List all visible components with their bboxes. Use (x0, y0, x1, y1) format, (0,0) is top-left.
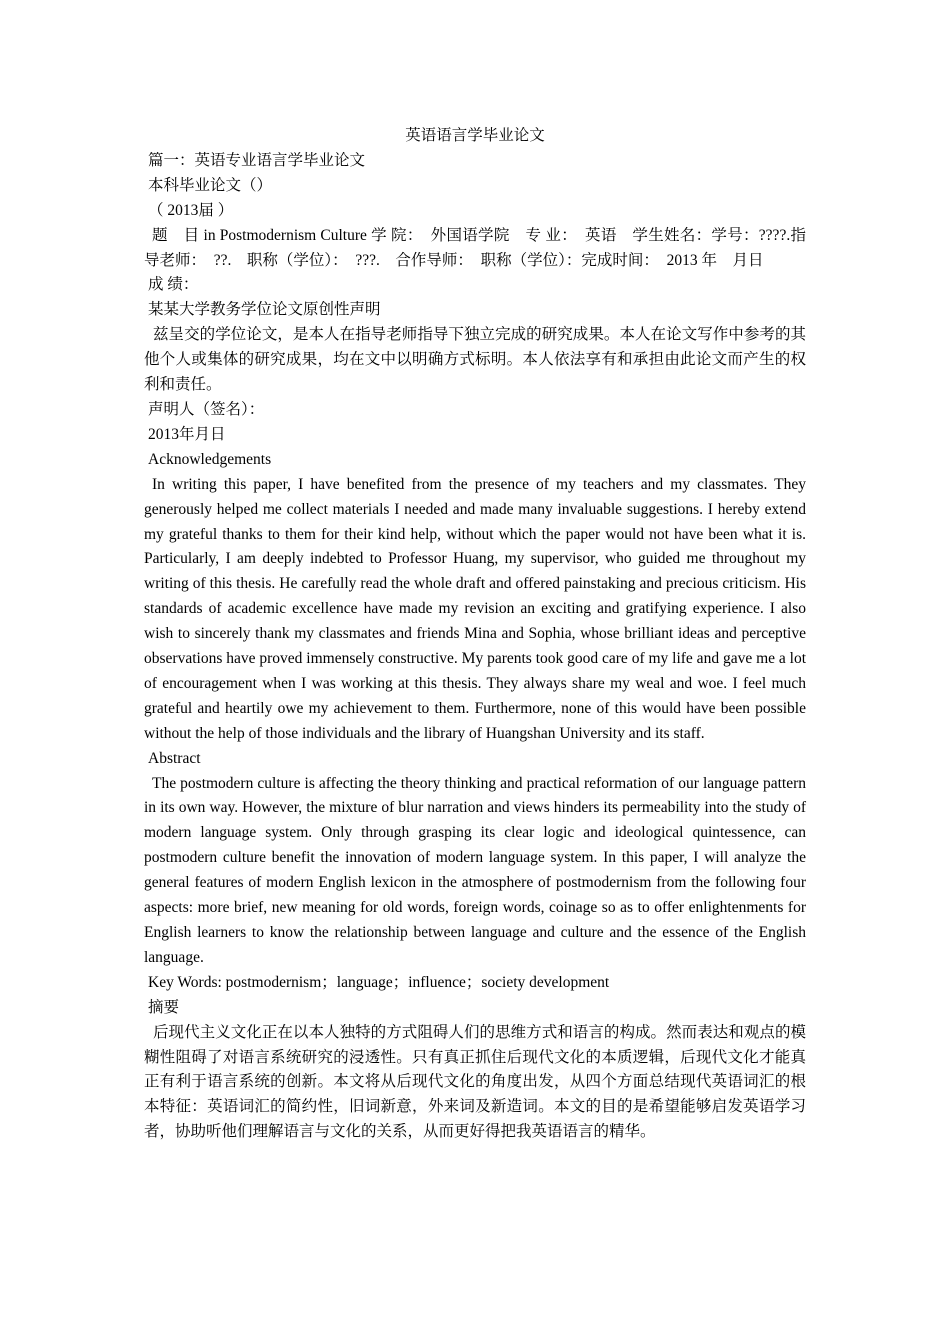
acknowledgements-heading: Acknowledgements (148, 450, 272, 468)
year-line: （ 2013届 ） (148, 201, 234, 219)
thesis-info-block: 题 目 in Postmodernism Culture 学 院： 外国语学院 专 业： 英语 学生姓名：学号：????.指导老师： ??. 职称（学位）： ???. 合作导师： 职称（学位）：完成时间： 2013 年 月日 (144, 226, 806, 269)
thesis-type: 本科毕业论文（） (148, 176, 273, 194)
abstract-heading: Abstract (148, 749, 201, 767)
declaration-body: 兹呈交的学位论文，是本人在指导老师指导下独立完成的研究成果。本人在论文写作中参考的其他个人或集体的研究成果，均在文中以明确方式标明。本人依法享有和承担由此论文而产生的权利和责任。 (144, 326, 806, 394)
document-page (144, 124, 806, 1145)
declaration-date: 2013年月日 (148, 425, 226, 443)
keywords-line: Key Words: postmodernism；language；influence；society development (148, 973, 610, 991)
chinese-abstract-body: 后现代主义文化正在以本人独特的方式阻碍人们的思维方式和语言的构成。然而表达和观点的模糊性阻碍了对语言系统研究的浸透性。只有真正抓住后现代文化的本质逻辑，后现代文化才能真正有利于语言系统的创新。本文将从后现代文化的角度出发，从四个方面总结现代英语词汇的根本特征：英语词汇的简约性，旧词新意，外来词及新造词。本文的目的是希望能够启发英语学习者，协助听他们理解语言与文化的关系，从而更好得把我英语语言的精华。 (144, 1023, 806, 1141)
grade-line: 成 绩： (148, 276, 199, 294)
declarant-signature: 声明人（签名）： (148, 400, 265, 418)
document-title: 英语语言学毕业论文 (405, 127, 545, 144)
section-heading: 篇一：英语专业语言学毕业论文 (148, 151, 366, 169)
abstract-body: The postmodern culture is affecting the theory thinking and practical reformation of our language pattern in its own way. However, the mixture of blur narration and views hinders its permeability into the study of modern language system. Only through grasping its clear logic and ideological quintessence, can postmodern culture benefit the innovation of modern language system. In this paper, I will analyze the general features of modern English lexicon in the atmosphere of postmodernism from the following four aspects: more brief, new meaning for old words, foreign words, coinage so as to offer enlightenments for English learners to know the relationship between language and culture and the essence of the English language. (144, 774, 806, 966)
chinese-abstract-heading: 摘要 (148, 998, 180, 1016)
declaration-title: 某某大学教务学位论文原创性声明 (148, 301, 381, 319)
acknowledgements-body: In writing this paper, I have benefited from the presence of my teachers and my classmates. They generously helped me collect materials I needed and made many invaluable suggestions. I hereby extend my grateful thanks to them for their kind help, without which the paper would not have been what it is. Particularly, I am deeply indebted to Professor Huang, my supervisor, who guided me throughout my writing of this thesis. He carefully read the whole draft and offered painstaking and precious criticism. His standards of academic excellence have made my revision an exciting and gratifying experience. I also wish to sincerely thank my classmates and friends Mina and Sophia, whose brilliant ideas and perceptive observations have proved immensely constructive. My parents took good care of my life and gave me a lot of encouragement when I was working at this thesis. They always share my weal and woe. I feel much grateful and heartily owe my achievement to them. Furthermore, none of this would have been possible without the help of those individuals and the library of Huangshan University and its staff. (144, 475, 807, 742)
